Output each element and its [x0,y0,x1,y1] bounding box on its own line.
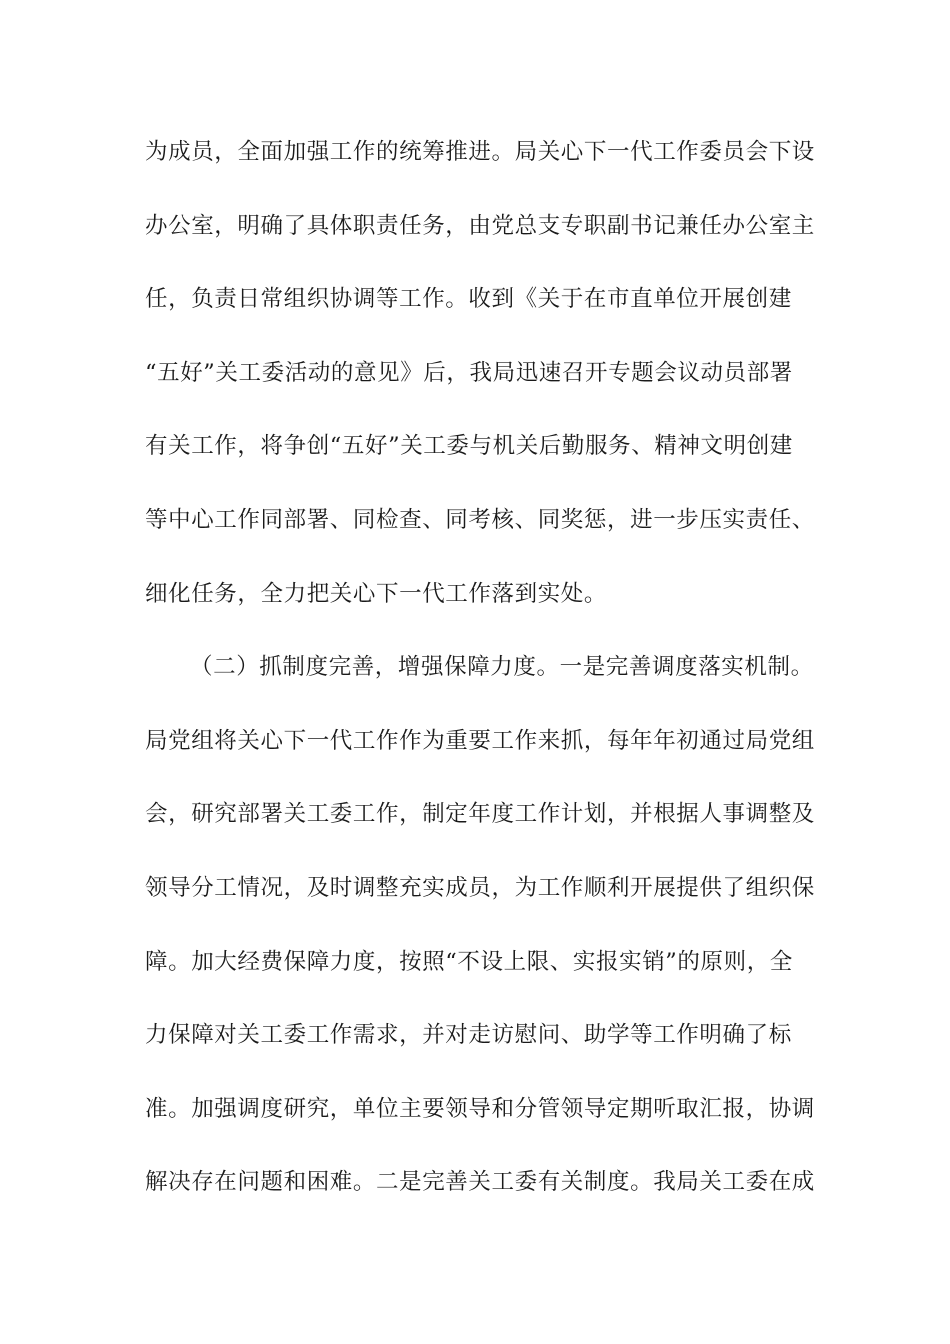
text-line: “五好”关工委活动的意见》后，我局迅速召开专题会议动员部署 [145,359,793,386]
section-heading-line: （二）抓制度完善，增强保障力度。一是完善调度落实机制。 [190,654,814,681]
text-line: 障。加大经费保障力度，按照“不设上限、实报实销”的原则，全 [145,948,793,975]
body-text [145,126,815,1230]
text-line: 任，负责日常组织协调等工作。收到《关于在市直单位开展创建 [145,286,792,313]
text-line: 力保障对关工委工作需求，并对走访慰问、助学等工作明确了标 [145,1022,792,1049]
text-line: 领导分工情况，及时调整充实成员，为工作顺利开展提供了组织保 [145,874,815,901]
text-line: 为成员，全面加强工作的统筹推进。局关心下一代工作委员会下设 [145,139,815,165]
text-line: 细化任务，全力把关心下一代工作落到实处。 [145,580,608,607]
text-line: 准。加强调度研究，单位主要领导和分管领导定期听取汇报，协调 [145,1095,815,1122]
text-line: 有关工作，将争创“五好”关工委与机关后勤服务、精神文明创建 [145,433,793,460]
text-line: 办公室，明确了具体职责任务，由党总支专职副书记兼任办公室主 [145,212,815,239]
text-line: 会，研究部署关工委工作，制定年度工作计划，并根据人事调整及 [145,801,815,828]
text-line: 解决存在问题和困难。二是完善关工委有关制度。我局关工委在成 [145,1169,815,1196]
text-line: 局党组将关心下一代工作作为重要工作来抓，每年年初通过局党组 [145,727,815,754]
text-line: 等中心工作同部署、同检查、同考核、同奖惩，进一步压实责任、 [145,506,815,533]
